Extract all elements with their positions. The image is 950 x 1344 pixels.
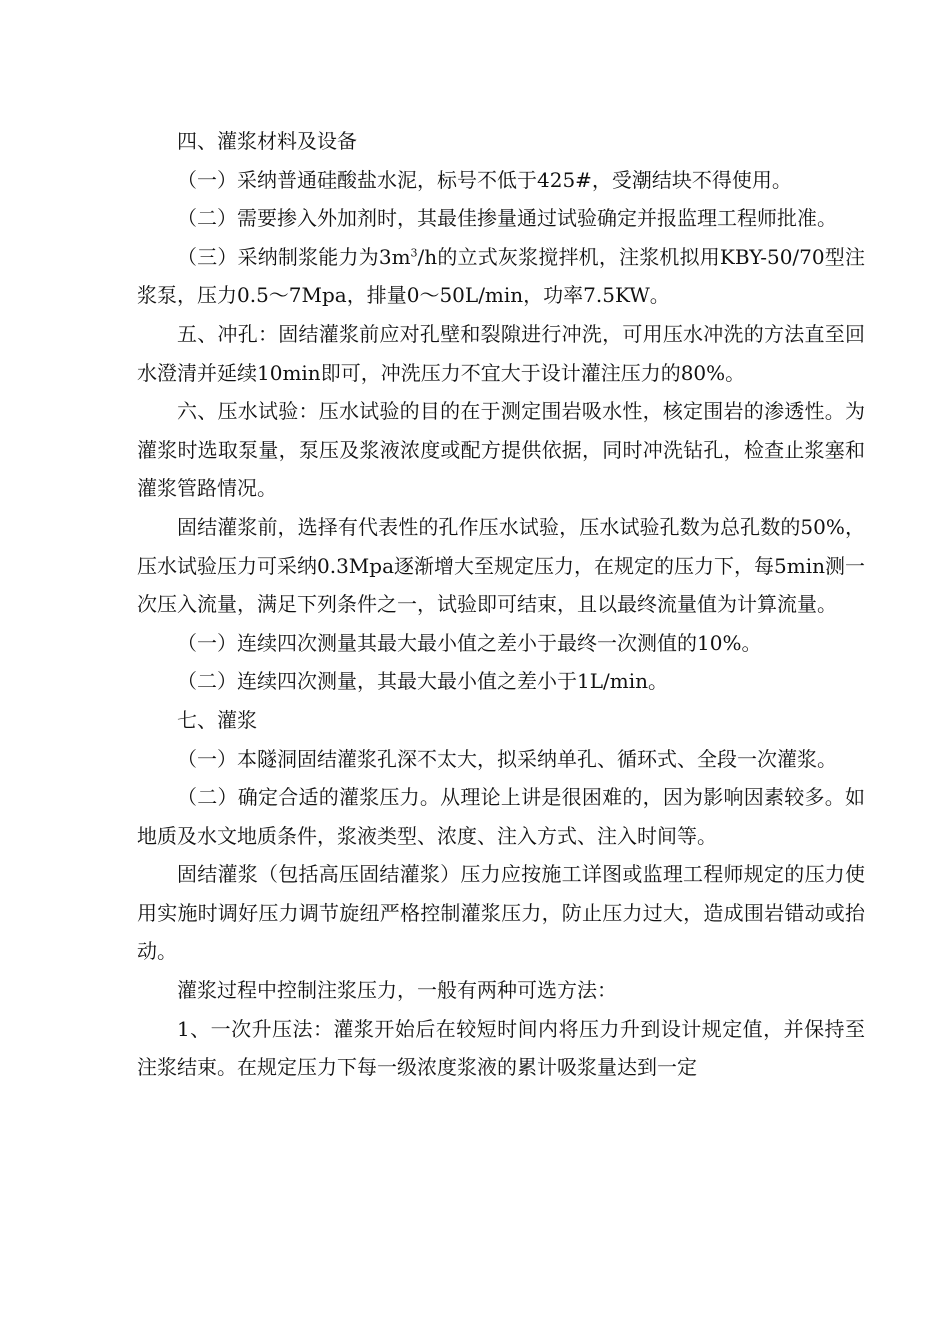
mixer-superscript: 3 (410, 246, 418, 260)
document-page (137, 122, 865, 1087)
mixer-text-before: （三）采纳制浆能力为3m (177, 244, 411, 269)
paragraph-condition-2: （二）连续四次测量，其最大最小值之差小于1L/min。 (177, 669, 668, 694)
mixer-text-after: /h的立式灰浆搅拌机，注浆机拟用KBY-50/70型注浆泵，压力0.5～7Mpa，排量0～50L/min，功率7.5KW。 (137, 244, 865, 308)
paragraph-cement: （一）采纳普通硅酸盐水泥，标号不低于425#，受潮结块不得使用。 (177, 167, 792, 192)
paragraph-grouting-pressure: （二）确定合适的灌浆压力。从理论上讲是很困难的，因为影响因素较多。如地质及水文地质条件，浆液类型、浓度、注入方式、注入时间等。 (137, 785, 865, 848)
paragraph-heading-materials: 四、灌浆材料及设备 (177, 129, 357, 153)
paragraph-pressure-methods: 灌浆过程中控制注浆压力，一般有两种可选方法： (177, 978, 617, 1003)
paragraph-flushing: 五、冲孔：固结灌浆前应对孔壁和裂隙进行冲洗，可用压水冲洗的方法直至回水澄清并延续10min即可，冲洗压力不宜大于设计灌注压力的80%。 (137, 321, 865, 385)
paragraph-one-step-pressure: 1、一次升压法：灌浆开始后在较短时间内将压力升到设计规定值，并保持至注浆结束。在规定压力下每一级浓度浆液的累计吸浆量达到一定 (137, 1016, 865, 1080)
paragraph-water-test-procedure: 固结灌浆前，选择有代表性的孔作压水试验，压水试验孔数为总孔数的50%，压水试验压力可采纳0.3Mpa逐渐增大至规定压力，在规定的压力下，每5min测一次压入流量，满足下列条件之一，试验即可结束，且以最终流量值为计算流量。 (137, 514, 865, 617)
paragraph-admixture: （二）需要掺入外加剂时，其最佳掺量通过试验确定并报监理工程师批准。 (177, 206, 837, 231)
paragraph-mixer (137, 238, 865, 315)
paragraph-grouting-method: （一）本隧洞固结灌浆孔深不太大，拟采纳单孔、循环式、全段一次灌浆。 (177, 746, 837, 771)
paragraph-water-test: 六、压水试验：压水试验的目的在于测定围岩吸水性，核定围岩的渗透性。为灌浆时选取泵量，泵压及浆液浓度或配方提供依据，同时冲洗钻孔，检查止浆塞和灌浆管路情况。 (137, 399, 865, 501)
paragraph-pressure-control: 固结灌浆（包括高压固结灌浆）压力应按施工详图或监理工程师规定的压力使用实施时调好压力调节旋纽严格控制灌浆压力，防止压力过大，造成围岩错动或抬动。 (137, 862, 865, 964)
paragraph-heading-grouting: 七、灌浆 (177, 707, 257, 732)
paragraph-condition-1: （一）连续四次测量其最大最小值之差小于最终一次测值的10%。 (177, 630, 762, 655)
